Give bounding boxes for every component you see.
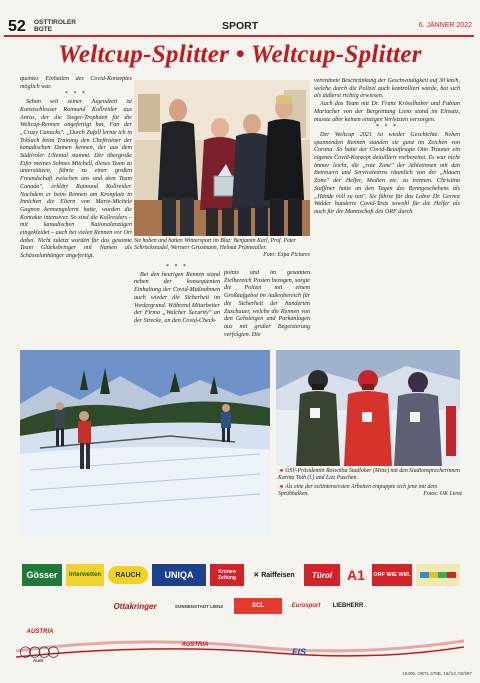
- header-rule: [4, 35, 474, 37]
- sponsor-logo-goesser: Gösser: [22, 564, 62, 586]
- event-footer: [16, 625, 464, 673]
- headline: Weltcup-Splitter • Weltcup-Splitter: [58, 41, 422, 68]
- sponsor-logo-uniqa: UNIQA: [152, 564, 206, 586]
- austria-logo-center: AUSTRIA: [181, 642, 209, 648]
- slope-photo-image: [20, 350, 270, 536]
- sponsor-logo-interwetten: Interwetten: [66, 564, 104, 586]
- photo-caption-top: [134, 238, 310, 264]
- officials-photo-image: [276, 350, 460, 466]
- sponsor-logo-sonnenstadt-lienz: SONNENSTADT LIENZ: [174, 603, 224, 609]
- sponsor-logo-tuerol: Türol: [304, 564, 340, 586]
- sponsor-logo-a1: A1: [347, 567, 365, 583]
- photo-credit: Foto: Expa Pictures: [263, 252, 310, 258]
- article-column-left: [20, 76, 132, 338]
- issue-date: 6. JÄNNER 2022: [418, 22, 472, 29]
- paragraph: Auch das Team mit Dr. Franz Krösslhuber und Fabian Mariacher von der Bergrettung Lienz stand im Einsatz, musste aber keinen einzigen Verletzten versorgen.: [314, 101, 460, 123]
- caption-text: ◄ Als eine der zeitintensivsten Arbeiten entpuppte sich jene mit dem Sprühbalken. Fotos: OK Lienz: [278, 484, 462, 497]
- audi-rings-icon: ◯◯◯◯: [19, 645, 57, 658]
- caption-triangle-icon: ◄: [278, 484, 284, 490]
- photo-credit: Fotos: OK Lienz: [423, 491, 462, 497]
- caption-text: Sie haben und hatten Wintersport im Blut: Benjamin Karl, Prof. Peter Schröcksnadel, Wernerr Grissmann, Helmut Prämstaller.: [134, 238, 297, 251]
- article-column-center: [224, 270, 310, 344]
- sponsor-logo-scl: SCL: [234, 598, 282, 614]
- austria-logo: AUSTRIA: [26, 629, 54, 635]
- newspaper-name: OSTTIROLER BOTE: [34, 19, 76, 33]
- paragraph: Schon seit seiner Jugendzeit ist Kunstschlosser Raimund Kollreider aus Anras, der die Sieger-Trophäen für die Weltcup-Rennen angefertigt hat, Fan der „Crazy Canucks". „Durch Zufall lernte ich in Toblach beim Training den Cheftrainer der kanadischen Damen kennen, der aus dem Südtiroler Ultental stammt. Der übergroße Eifer meines Sohnes Mitchell, dieses Team zu unterstützen, führte zu einer großen Freundschaft zwischen uns und dem Team Canada", erklärt Raimund Kollreider. Nachdem er beim Rennen am Kronplatz in Innichen die Eltern von Marie-Michele Gagnon kennengelernt hatte, wurden die Kontakte intensiver. So sind die Kollreiders – mit kanadischen Nationalanzügen eingekleidet – auch bei vielen Rennen vor Ort dabei. Nicht zuletzt wurden für das gesamte Team Glücksbringer mit Namen als Schüsselanhänger angefertigt.: [20, 99, 132, 260]
- fis-logo: FIS: [291, 647, 306, 657]
- group-photo: [134, 80, 310, 236]
- paragraph: Der Weltcup 2021 ist wieder Geschichte. Neben spannenden Rennen standen sie ganz im Zeichen von Corona. So hatte der Covid-Beauftragte Otto Trauner ein eigenes Covid-Konzept detailliert vorbereitet. Es war nicht immer leicht, die „rote Zone" der Athletinnen mit den Betreuern und Servicetearns räumlich von der „blauen Zone" der Helfer, Medien etc. zu trennen. Christina Stafflner hatte an den Tagen des Renngeschehens als „Hände voll zu tun". Sie führte für das Labor Dr. Gernot Walder hunderte Covid-Tests sowohl für die Helfer als auch für die Mannschaft des ORF durch.: [314, 131, 460, 215]
- officials-photo: [276, 350, 460, 466]
- sponsor-logo-raiffeisen: ✕ Raiffeisen: [253, 571, 295, 579]
- sponsor-stripes-icon: [420, 572, 456, 578]
- raiffeisen-emblem-icon: ✕: [253, 572, 260, 579]
- caption-triangle-icon: ◄: [278, 468, 284, 474]
- caption-text: ◄ ÖSV-Präsidentin Roswitha Stadlober (Mitte) mit den Stadionsprecherinnen Karina Toth (l.) und Lizz Puschen.: [278, 468, 460, 481]
- slope-photo: [20, 350, 270, 536]
- page-number: 52: [8, 18, 26, 35]
- sponsor-logo-liebherr: LIEBHERR: [332, 603, 364, 609]
- separator-stars: * * *: [376, 124, 398, 131]
- sponsor-logo-eurosport: Eurosport: [291, 603, 321, 609]
- photo-caption-bottom: [278, 468, 462, 538]
- section-rubric: SPORT: [222, 20, 259, 32]
- article-column-middle: [134, 264, 220, 344]
- sponsor-logo-rauch: RAUCH: [108, 566, 148, 584]
- paragraph: verordnete Beschränkung der Geschwindigkeit auf 30 km/h, welche durch die Polizei auch kontrolliert wurde, hat sich als äußerst richtig erwiesen.: [314, 78, 460, 100]
- sponsor-logo-orf: ORF WIE WIR.: [372, 564, 412, 586]
- audi-logo: ◯◯◯◯ Audi: [19, 645, 57, 663]
- separator-stars: * * *: [65, 91, 87, 98]
- print-code: 18406, OBTL 478B, 16//13, 02/087: [402, 671, 472, 676]
- footer-wave-graphic: [16, 625, 464, 673]
- sponsor-logo-kronen-zeitung: Kronen Zeitung: [210, 564, 244, 586]
- paragraph: quentes Einhalten des Covid-Konzeptes möglich war.: [20, 76, 132, 90]
- group-photo-image: [134, 80, 310, 236]
- paragraph: points und im gesamten Zielbereich Posten bezogen, sorgte die Polizei mit einem Großaufgebot im Außenbereich für die Sicherheit der hunderten Zuschauer, welche die Rennen von den Gehsteigen und Parkanlagen aus mit großer Begeisterung verfolgten. Die: [224, 270, 310, 338]
- separator-stars: * * *: [166, 264, 188, 270]
- article-column-right: [314, 78, 460, 346]
- sponsor-logo-small: [416, 564, 460, 586]
- sponsor-logo-ottakringer: Ottakringer: [113, 601, 157, 611]
- sponsor-banner: [18, 556, 464, 622]
- paragraph: Bei den heurigen Rennen stand neben der konsequenten Einhaltung der Covid-Maßnahmen auch wieder die Sicherheit im Vordergrund. Während Mitarbeiter der Firma „Walcher Security" an der Strecke, an den Covid-Check-: [134, 271, 220, 324]
